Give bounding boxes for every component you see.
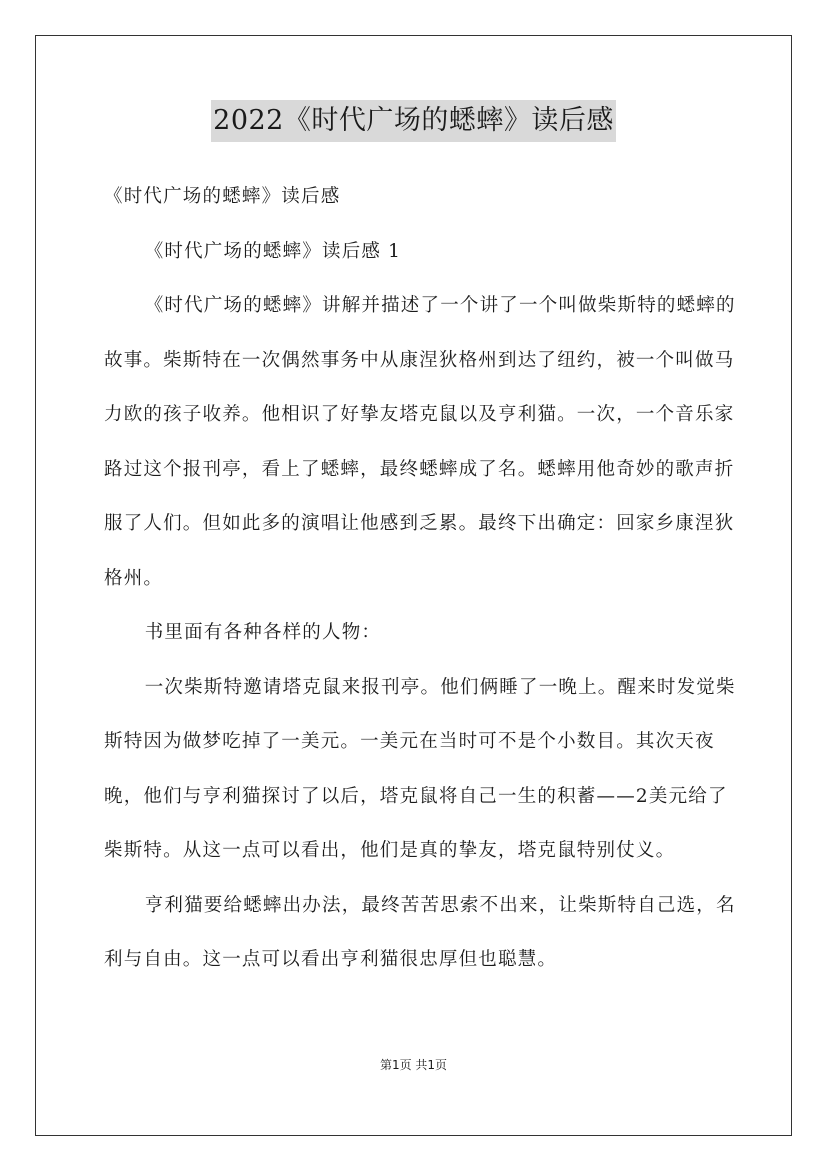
paragraph-2: 书里面有各种各样的人物： [144,622,382,643]
section-heading: 《时代广场的蟋蟀》读后感 1 [144,240,402,262]
page-number-footer: 第1页 共1页 [379,1058,448,1072]
document-title: 2022《时代广场的蟋蟀》读后感 [211,100,616,142]
paragraph-4: 亨利猫要给蟋蟀出办法，最终苦苦思索不出来，让柴斯特自己选，名利与自由。这一点可以看出亨利猫很忠厚但也聪慧。 [104,894,736,970]
document-body [104,170,744,988]
title-container [0,100,827,142]
subtitle: 《时代广场的蟋蟀》读后感 [104,186,341,207]
paragraph-1: 《时代广场的蟋蟀》讲解并描述了一个讲了一个叫做柴斯特的蟋蟀的故事。柴斯特在一次偶然事务中从康涅狄格州到达了纽约，被一个叫做马力欧的孩子收养。他相识了好挚友塔克鼠以及亨利猫。一次，一个音乐家路过这个报刊亭，看上了蟋蟀，最终蟋蟀成了名。蟋蟀用他奇妙的歌声折服了人们。但如此多的演唱让他感到乏累。最终下出确定：回家乡康涅狄格州。 [104,295,736,589]
paragraph-3: 一次柴斯特邀请塔克鼠来报刊亭。他们俩睡了一晚上。醒来时发觉柴斯特因为做梦吃掉了一美元。一美元在当时可不是个小数目。其次天夜晚，他们与亨利猫探讨了以后，塔克鼠将自己一生的积蓄——2美元给了柴斯特。从这一点可以看出，他们是真的挚友，塔克鼠特别仗义。 [104,676,736,861]
